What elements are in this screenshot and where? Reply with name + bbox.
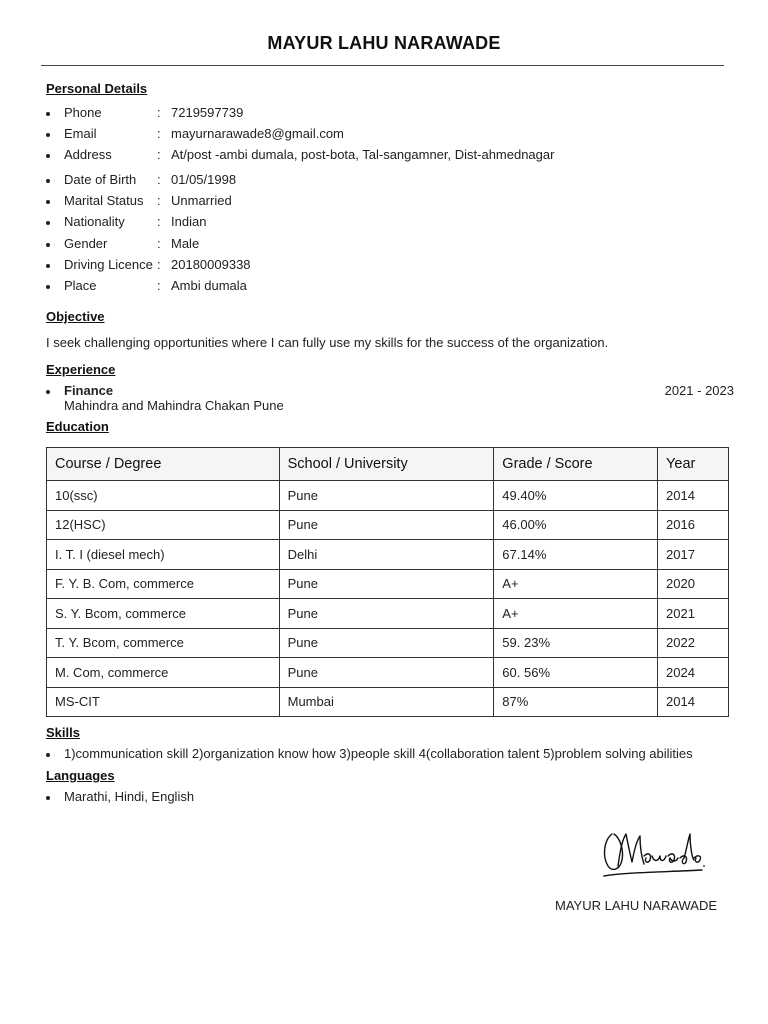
title-divider <box>41 65 724 66</box>
table-cell: I. T. I (diesel mech) <box>47 540 280 570</box>
detail-colon: : <box>157 214 161 229</box>
skills-heading: Skills <box>46 725 80 740</box>
bullet-icon <box>46 133 50 137</box>
detail-colon: : <box>157 257 161 272</box>
detail-colon: : <box>157 126 161 141</box>
table-cell: 2021 <box>658 599 729 629</box>
table-cell: 12(HSC) <box>47 510 280 540</box>
bullet-icon <box>46 390 50 394</box>
table-cell: Pune <box>279 658 494 688</box>
table-cell: T. Y. Bcom, commerce <box>47 628 280 658</box>
table-cell: A+ <box>494 569 658 599</box>
experience-heading: Experience <box>46 362 116 377</box>
bullet-icon <box>46 221 50 225</box>
table-cell: Pune <box>279 628 494 658</box>
bullet-icon <box>46 796 50 800</box>
personal-details-heading: Personal Details <box>46 81 148 96</box>
detail-label: Marital Status <box>64 193 144 208</box>
bullet-icon <box>46 112 50 116</box>
table-cell: Pune <box>279 481 494 511</box>
bullet-icon <box>46 200 50 204</box>
table-cell: 49.40% <box>494 481 658 511</box>
table-cell: 87% <box>494 687 658 717</box>
detail-value: 7219597739 <box>171 105 244 120</box>
languages-heading: Languages <box>46 768 115 783</box>
bullet-icon <box>46 285 50 289</box>
detail-label: Date of Birth <box>64 172 137 187</box>
bullet-icon <box>46 154 50 158</box>
detail-colon: : <box>157 236 161 251</box>
detail-value: Male <box>171 236 200 251</box>
education-table <box>46 447 729 717</box>
experience-company: Mahindra and Mahindra Chakan Pune <box>64 398 284 413</box>
detail-label: Address <box>64 147 112 162</box>
detail-colon: : <box>157 147 161 162</box>
table-cell: M. Com, commerce <box>47 658 280 688</box>
table-header-row <box>47 448 729 481</box>
bullet-icon <box>46 264 50 268</box>
table-cell: Pune <box>279 599 494 629</box>
table-cell: 46.00% <box>494 510 658 540</box>
detail-value: Indian <box>171 214 207 229</box>
table-cell: 2017 <box>658 540 729 570</box>
signature-image <box>598 826 710 882</box>
skills-item: 1)communication skill 2)organization know how 3)people skill 4(collaboration talent 5)problem solving abilities <box>64 746 693 761</box>
table-row <box>47 510 729 540</box>
languages-item: Marathi, Hindi, English <box>64 789 195 804</box>
table-row <box>47 540 729 570</box>
table-cell: Mumbai <box>279 687 494 717</box>
table-cell: 2014 <box>658 481 729 511</box>
table-cell: 2022 <box>658 628 729 658</box>
table-row <box>47 658 729 688</box>
table-cell: F. Y. B. Com, commerce <box>47 569 280 599</box>
column-header-course: Course / Degree <box>47 448 280 481</box>
column-header-year: Year <box>658 448 729 481</box>
column-header-grade: Grade / Score <box>494 448 658 481</box>
table-cell: Pune <box>279 510 494 540</box>
detail-label: Email <box>64 126 97 141</box>
table-cell: 67.14% <box>494 540 658 570</box>
education-heading: Education <box>46 419 109 434</box>
table-row <box>47 569 729 599</box>
detail-label: Phone <box>64 105 102 120</box>
table-cell: S. Y. Bcom, commerce <box>47 599 280 629</box>
table-cell: A+ <box>494 599 658 629</box>
detail-value: Unmarried <box>171 193 232 208</box>
detail-value: At/post -ambi dumala, post-bota, Tal-sangamner, Dist-ahmednagar <box>171 147 555 162</box>
table-cell: Pune <box>279 569 494 599</box>
bullet-icon <box>46 753 50 757</box>
detail-colon: : <box>157 278 161 293</box>
detail-colon: : <box>157 193 161 208</box>
objective-text: I seek challenging opportunities where I can fully use my skills for the success of the organization. <box>46 335 609 350</box>
table-row <box>47 628 729 658</box>
table-cell: 10(ssc) <box>47 481 280 511</box>
bullet-icon <box>46 179 50 183</box>
detail-value: 20180009338 <box>171 257 251 272</box>
table-cell: 2020 <box>658 569 729 599</box>
table-row <box>47 687 729 717</box>
table-cell: 2024 <box>658 658 729 688</box>
experience-role: Finance <box>64 383 114 398</box>
table-cell: 2014 <box>658 687 729 717</box>
table-cell: 2016 <box>658 510 729 540</box>
detail-label: Place <box>64 278 97 293</box>
table-row <box>47 481 729 511</box>
experience-years: 2021 - 2023 <box>664 383 734 398</box>
detail-label: Driving Licence <box>64 257 153 272</box>
detail-value: mayurnarawade8@gmail.com <box>171 126 344 141</box>
table-row <box>47 599 729 629</box>
detail-value: Ambi dumala <box>171 278 247 293</box>
table-cell: 60. 56% <box>494 658 658 688</box>
detail-label: Gender <box>64 236 108 251</box>
detail-label: Nationality <box>64 214 125 229</box>
detail-colon: : <box>157 172 161 187</box>
detail-value: 01/05/1998 <box>171 172 237 187</box>
bullet-icon <box>46 243 50 247</box>
detail-colon: : <box>157 105 161 120</box>
signature-name: MAYUR LAHU NARAWADE <box>555 898 718 913</box>
objective-heading: Objective <box>46 309 105 324</box>
table-cell: 59. 23% <box>494 628 658 658</box>
column-header-school: School / University <box>279 448 494 481</box>
page-title: MAYUR LAHU NARAWADE <box>267 33 501 53</box>
table-cell: MS-CIT <box>47 687 280 717</box>
table-cell: Delhi <box>279 540 494 570</box>
